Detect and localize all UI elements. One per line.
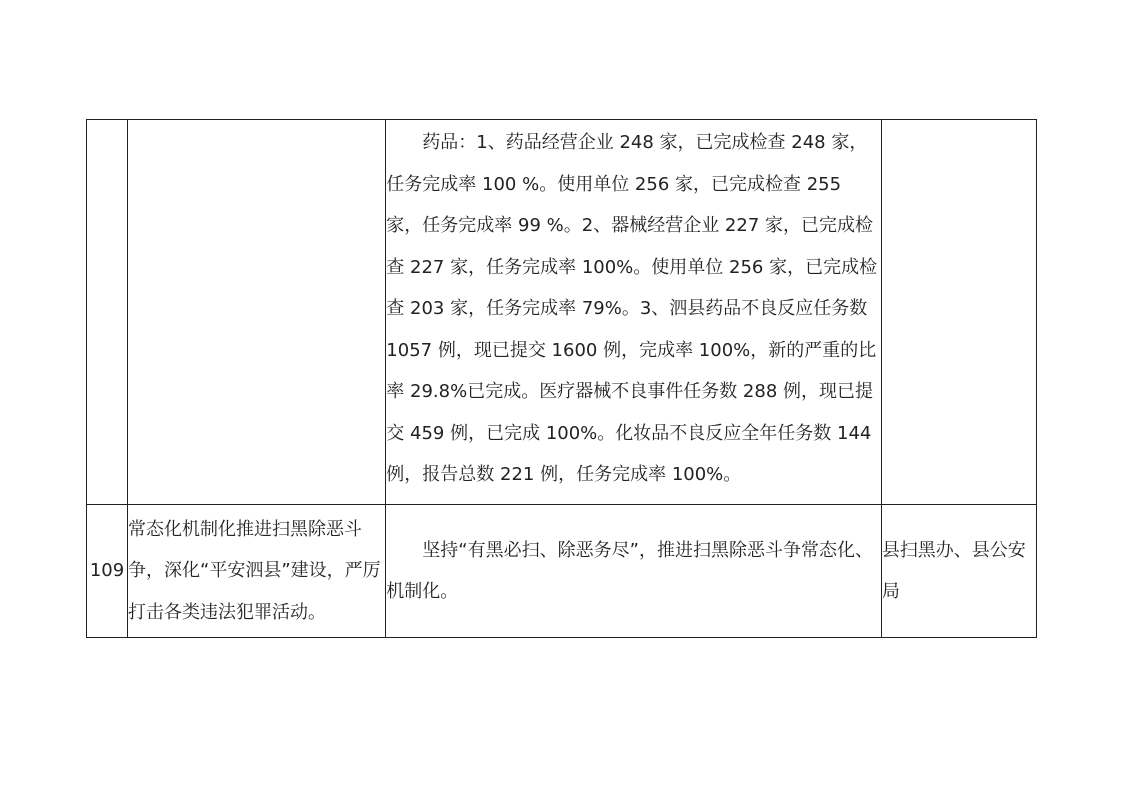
progress-cell	[386, 120, 882, 505]
progress-text: 坚持“有黑必扫、除恶务尽”，推进扫黑除恶斗争常态化、机制化。	[386, 539, 873, 602]
department-cell: 县扫黑办、县公安局	[881, 505, 1036, 638]
task-cell: 常态化机制化推进扫黑除恶斗争，深化“平安泗县”建设，严厉打击各类违法犯罪活动。	[128, 505, 386, 638]
row-number-cell	[87, 120, 128, 505]
table-row	[87, 120, 1037, 505]
task-cell	[128, 120, 386, 505]
table-row	[87, 505, 1037, 638]
progress-cell	[386, 505, 882, 638]
department-cell	[881, 120, 1036, 505]
task-table	[86, 119, 1037, 638]
row-number-cell: 109	[87, 505, 128, 638]
progress-text: 药品：1、药品经营企业 248 家，已完成检查 248 家，任务完成率 100 %。使用单位 256 家，已完成检查 255 家，任务完成率 99 %。2、器械经营企业 227 家，已完成检查 227 家，任务完成率 100%。使用单位 256 家，已完成检查 203 家，任务完成率 79%。3、泗县药品不良反应任务数 1057 例，现已提交 1600 例，完成率 100%，新的严重的比率 29.8%已完成。医疗器械不良事件任务数 288 例，现已提交 459 例，已完成 100%。化妆品不良反应全年任务数 144 例，报告总数 221 例，任务完成率 100%。	[386, 132, 878, 485]
